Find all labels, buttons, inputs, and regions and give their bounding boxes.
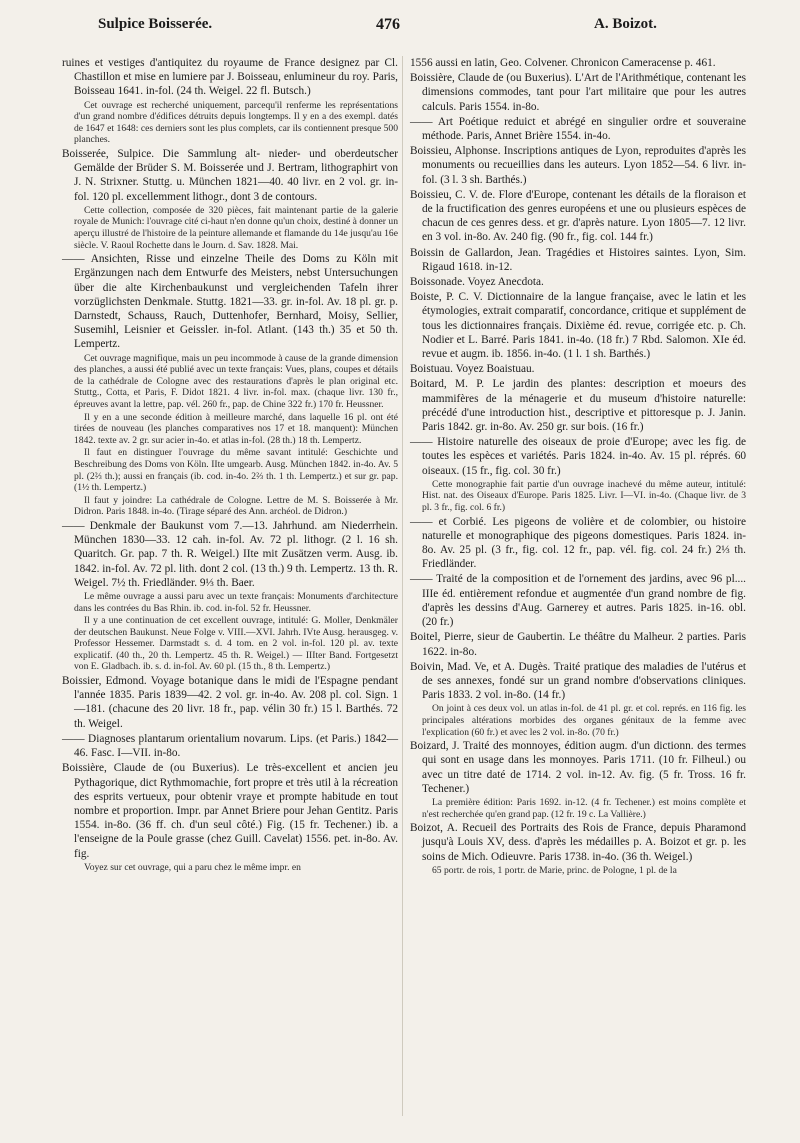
running-header xyxy=(0,12,800,40)
bibliographic-entry: —— et Corbié. Les pigeons de volière et de colombier, ou histoire naturelle et monographique des pigeons domestiques. Paris 1824. in-8o. Av. 25 pl. (3 fr., fig. col. 12 fr., pap. vél. fig. col. 24 fr.) 2⅓ th. Friedländer. xyxy=(410,515,746,571)
bibliographic-entry: 1556 aussi en latin, Geo. Colvener. Chronicon Cameracense p. 461. xyxy=(410,57,716,69)
bibliographic-note: Il y en a une seconde édition à meilleure marché, dans laquelle 16 pl. ont été tirées de nouveau (les planches comparatives nos 17 et 18. manquent): München 1842. texte av. 2 gr. sur acier in-4o. et atlas in-fol. (28 th.) 18 th. Lempertz. xyxy=(74,411,398,446)
header-left: Sulpice Boisserée. xyxy=(98,16,213,32)
bibliographic-note: Il faut y joindre: La cathédrale de Cologne. Lettre de M. S. Boisserée à Mr. Didron. Paris 1848. in-4o. (Tirage séparé des Ann. archéol. de Didron.) xyxy=(74,494,398,518)
bibliographic-entry: Boissin de Gallardon, Jean. Tragédies et Histoires saintes. Lyon, Sim. Rigaud 1618. in-12. xyxy=(410,246,746,273)
bibliographic-entry: ruines et vestiges d'antiquitez du royaume de France designez par Cl. Chastillon et mise en lumiere par J. Boisseau, enlumineur du roy. Paris, Boisseau 1641. in-fol. (24 th. Weigel. 22 fl. Butsch.) xyxy=(62,57,398,98)
bibliographic-entry: Boistuau. Voyez Boaistuau. xyxy=(410,363,535,376)
bibliographic-entry: —— Histoire naturelle des oiseaux de proie d'Europe; avec les fig. de toutes les espèces et variétés. Paris 1824. in-4o. Av. 15 pl. réprés. 60 oiseaux. (15 fr., fig. col. 30 fr.) xyxy=(410,436,746,477)
bibliographic-entry: Boitel, Pierre, sieur de Gaubertin. Le théâtre du Malheur. 2 parties. Paris 1622. in-8o. xyxy=(410,631,746,658)
bibliographic-entry: Boissière, Claude de (ou Buxerius). Le très-excellent et ancien jeu Pythagorique, dict Rythmomachie, fort propre et très util à la récreation des esprits vertueux, pour obtenir vraye et prompte habitude en tout nombre et proportion. Impr. par Annet Briere pour Jehan Gentitz. Paris 1554. in-8o. (36 ff. ch. d'un seul côté.) Fig. (15 fr. Techener.) ib. a l'enseigne de la Poule grasse (chez Guill. Cavelat) 1556. pet. in-8o. Av. fig. xyxy=(62,762,398,860)
bibliographic-entry: —— Ansichten, Risse und einzelne Theile des Doms zu Köln mit Ergänzungen nach dem Entwurfe des Meisters, nebst Untersuchungen über die alte Kirchenbaukunst und vergleichenden Tafeln ihrer vorzüglichsten Denkmale. Stuttg. 1821—33. gr. in-fol. Av. 18 pl. gr. p. Darnstedt, Schauss, Rauch, Duttenhofer, Bernhard, Moisy, Sellier, Susemihl, Leisnier et Geissler. in-fol. Atlant. (143 th.) 35 et 50 th. Lempertz. xyxy=(62,253,398,351)
bibliographic-entry: Boissieu, Alphonse. Inscriptions antiques de Lyon, reproduites d'après les monuments ou recueillies dans les auteurs. Lyon 1852—54. 6 livr. in-fol. (3 l. 3 sh. Barthés.) xyxy=(410,145,746,186)
bibliographic-note: Voyez sur cet ouvrage, qui a paru chez le même impr. en xyxy=(84,861,301,873)
bibliographic-entry: —— Denkmale der Baukunst vom 7.—13. Jahrhund. am Niederrhein. München 1830—33. 12 cah. in-fol. Av. 72 pl. lithogr. (2 l. 16 sh. Quaritch. Gr. pap. 7 th. R. Weigel.) IIte mit Zusätzen verm. Ausg. ib. 1842. in-fol. Av. 72 pl. lith. dont 2 col. (13 th.) 9 th. Lempertz. 13 th. R. Weigel. 7½ th. Friedländer. 9⅓ th. Baer. xyxy=(62,519,398,589)
bibliographic-entry: Boivin, Mad. Ve, et A. Dugès. Traité pratique des maladies de l'utérus et de ses annexes, fondé sur un grand nombre d'observations cliniques. Paris 1833. 2 vol. in-8o. (14 fr.) xyxy=(410,660,746,702)
bibliographic-entry: —— Art Poétique reduict et abrégé en singulier ordre et souveraine méthode. Paris, Annet Brière 1554. in-4o. xyxy=(410,115,746,143)
bibliographic-entry: Boitard, M. P. Le jardin des plantes: description et moeurs des mammifères de la ménagerie et du museum d'histoire naturelle: précédé d'une introduction hist., descriptive et pittoresque p. J. Janin. Paris 1842. gr. in-8o. Av. 250 gr. sur bois. (16 fr.) xyxy=(410,378,746,434)
bibliographic-entry: —— Traité de la composition et de l'ornement des jardins, avec 96 pl.... IIIe éd. entièrement refondue et augmentée d'un grand nombre de fig. d'après les dessins d'Aug. Garnerey et autres. Paris 1825. in-16. obl. (20 fr.) xyxy=(410,573,746,629)
bibliographic-entry: Boissieu, C. V. de. Flore d'Europe, contenant les détails de la floraison et de la fructification des genres européens et une ou plusieurs espèces de chacun de ces genres dess. et gr. d'après nature. Lyon 1805—7. 12 livr. en 3 vol. in-8o. Av. 240 fig. (90 fr., fig. col. 144 fr.) xyxy=(410,188,746,244)
bibliographic-entry: —— Diagnoses plantarum orientalium novarum. Lips. (et Paris.) 1842—46. Fasc. I—VII. in-8o. xyxy=(62,732,398,760)
bibliographic-note: La première édition: Paris 1692. in-12. (4 fr. Techener.) est moins complète et n'est recherchée qu'en grand pap. (12 fr. 19 c. La Vallière.) xyxy=(422,796,746,820)
bibliographic-entry: Boissière, Claude de (ou Buxerius). L'Art de l'Arithmétique, contenant les dimensions commodes, tant pour l'art militaire que pour les autres calculs. Paris 1554. in-8o. xyxy=(410,72,746,113)
header-right: A. Boizot. xyxy=(594,16,657,32)
bibliographic-entry: Boisserée, Sulpice. Die Sammlung alt- nieder- und oberdeutscher Gemälde der Brüder S. M. Boisserée und J. Bertram, lithographirt von J. N. Strixner. Stuttg. u. München 1821—40. 40 livr. en 2 vol. gr. in-fol. 120 pl. excellemment lithogr., dont 3 de contours. xyxy=(62,147,398,203)
page-number: 476 xyxy=(376,16,400,33)
bibliographic-entry: Boizot, A. Recueil des Portraits des Rois de France, depuis Pharamond jusqu'à Louis XV, dess. d'après les médailles p. A. Boizot et gr. p. les soins de Mich. Odieuvre. Paris 1738. in-4o. (36 th. Weigel.) xyxy=(410,822,746,863)
bibliographic-entry: Boizard, J. Traité des monnoyes, édition augm. d'un dictionn. des termes qui sont en usage dans les monnoyes. Paris 1711. (10 fr. Filheul.) ou avec un titre daté de 1714. 2 vol. in-12. Av. fig. (5 fr. Tross. 16 fr. Techener.) xyxy=(410,740,746,795)
column-divider xyxy=(402,56,403,1116)
bibliographic-note: Cette collection, composée de 320 pièces, fait maintenant partie de la galerie royale de Munich: l'ouvrage cité ci-haut n'en donne qu'un choix, destiné à donner un aperçu illustré de l'histoire de la peinture allemande et flamande du 14e jusqu'au 16e siècle. V. Raoul Rochette dans le Journ. d. Sav. 1828. Mai. xyxy=(74,204,398,251)
bibliographic-note: Cette monographie fait partie d'un ouvrage inachevé du même auteur, intitulé: Hist. nat. des Oiseaux d'Europe. Paris 1825. Livr. I—VI. in-4o. (Chaque livr. de 3 pl. 3 fr., fig. col. 6 fr.) xyxy=(422,478,746,514)
bibliographic-note: On joint à ces deux vol. un atlas in-fol. de 41 pl. gr. et col. représ. en 116 fig. les principales altérations morbides des organes génitaux de la femme avec l'explication (60 fr.) et avec les 2 vol. in-8o. (70 fr.) xyxy=(422,703,746,738)
right-column xyxy=(410,56,746,877)
bibliographic-note: Le même ouvrage a aussi paru avec un texte français: Monuments d'architecture dans les contrées du Bas Rhin. ib. cod. in-fol. 52 fr. Heussner. xyxy=(74,590,398,614)
bibliographic-note: 65 portr. de rois, 1 portr. de Marie, princ. de Pologne, 1 pl. de la xyxy=(432,864,677,876)
bibliographic-entry: Boiste, P. C. V. Dictionnaire de la langue française, avec le latin et les étymologies, extrait comparatif, concordance, critique et supplément de tous les dictionnaires français. Dixième éd. revue, corrigée etc. p. Ch. Nodier et L. Barré. Paris 1841. in-4o. (18 fr.) 7 Rbd. Salomon. XIe éd. revue et augm. ib. 1856. in-4o. (1 l. 1 sh. Barthés.) xyxy=(410,291,746,361)
bibliographic-note: Il faut en distinguer l'ouvrage du même savant intitulé: Geschichte und Beschreibung des Doms von Köln. IIte umgearb. Ausg. München 1842. in-4o. Av. 5 pl. (2⅔ th.); aussi en français (ib. cod. in-4o. 2⅔ th. 1 th. Lempertz.) et sur gr. pap. (1½ th. Lempertz.) xyxy=(74,447,398,494)
bibliographic-note: Il y a une continuation de cet excellent ouvrage, intitulé: G. Moller, Denkmäler der deutschen Baukunst. Neue Folge v. VIII.—XVI. Jahrh. IVte Ausg. herausgeg. v. Professor Hessemer. Darmstadt s. d. 4 tom. en 2 vol. in-fol. 120 pl. av. texte explicatif. (40 th., 20 th. Lempertz. 45 th. R. Weigel.) — IIIter Band. Fortgesetzt von E. Gladbach. ib. s. d. in-fol. Av. 60 pl. (15 th., 8 th. Lempertz.) xyxy=(74,615,398,673)
bibliographic-note: Cet ouvrage est recherché uniquement, parcequ'il renferme les représentations d'un grand nombre d'édifices détruits depuis longtemps. Il y en a des exempl. datés de 1647 et 1648: ces derniers sont les plus complets, car ils contiennent presque 500 planches. xyxy=(74,99,398,146)
bibliographic-entry: Boissonade. Voyez Anecdota. xyxy=(410,276,544,289)
left-column xyxy=(62,56,398,874)
bibliographic-note: Cet ouvrage magnifique, mais un peu incommode à cause de la grande dimension des planches, a aussi été publié avec un texte français: Vues, plans, coupes et détails de la cathédrale de Cologne avec des restaurations d'après le plan original etc. Stuttg., Cotta, et Paris, F. Didot 1821. 4 livr. in-fol. max. (chaque livr. 130 fr., épreuves avant la lettre, pap. vél. 260 fr., pap. de Chine 322 fr.) 170 fr. Heussner. xyxy=(74,352,398,410)
bibliographic-entry: Boissier, Edmond. Voyage botanique dans le midi de l'Espagne pendant l'année 1835. Paris 1839—42. 2 vol. gr. in-4o. Av. 208 pl. col. Sign. 1—181. (chacune des 20 livr. 18 fr., pap. vélin 30 fr.) 15 l. Barthés. 72 th. Weigel. xyxy=(62,675,398,730)
